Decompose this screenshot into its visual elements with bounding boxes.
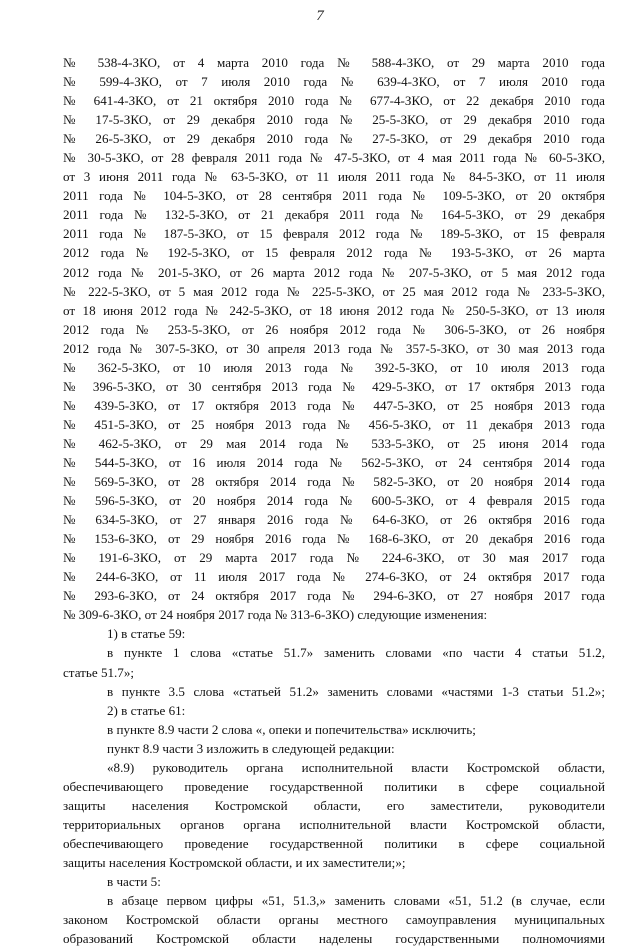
- text-line: защиты населения Костромской области, и их заместители;»;: [63, 854, 406, 870]
- text-line: № 462-5-ЗКО, от 29 мая 2014 года № 533-5-ЗКО, от 25 июня 2014 года: [63, 435, 605, 451]
- text-line: № 569-5-ЗКО, от 28 октября 2014 года № 582-5-ЗКО, от 20 ноября 2014 года: [63, 474, 605, 490]
- text-line: № 439-5-ЗКО, от 17 октября 2013 года № 447-5-ЗКО, от 25 ноября 2013 года: [63, 397, 605, 413]
- text-line: № 222-5-ЗКО, от 5 мая 2012 года № 225-5-ЗКО, от 25 мая 2012 года № 233-5-ЗКО,: [63, 283, 605, 299]
- text-line: № 362-5-ЗКО, от 10 июля 2013 года № 392-5-ЗКО, от 10 июля 2013 года: [63, 359, 605, 375]
- text-line: № 26-5-ЗКО, от 29 декабря 2010 года № 27-5-ЗКО, от 29 декабря 2010 года: [63, 131, 605, 147]
- text-line: № 634-5-ЗКО, от 27 января 2016 года № 64-6-ЗКО, от 26 октября 2016 года: [63, 512, 605, 528]
- text-line: № 596-5-ЗКО, от 20 ноября 2014 года № 600-5-ЗКО, от 4 февраля 2015 года: [63, 493, 605, 509]
- text-line: 2011 года № 104-5-ЗКО, от 28 сентября 2011 года № 109-5-ЗКО, от 20 октября: [63, 188, 605, 204]
- text-line: защиты населения Костромской области, его заместители, руководители: [63, 797, 605, 813]
- text-line: пункт 8.9 части 3 изложить в следующей редакции:: [107, 740, 395, 756]
- text-line: № 293-6-ЗКО, от 24 октября 2017 года № 294-6-ЗКО, от 27 ноября 2017 года: [63, 588, 605, 604]
- text-line: в абзаце первом цифры «51, 51.3,» заменить словами «51, 51.2 (в случае, если: [107, 893, 605, 909]
- text-line: 2012 года № 253-5-ЗКО, от 26 ноября 2012 года № 306-5-ЗКО, от 26 ноября: [63, 321, 605, 337]
- text-line: № 17-5-ЗКО, от 29 декабря 2010 года № 25-5-ЗКО, от 29 декабря 2010 года: [63, 112, 605, 128]
- text-line: законом Костромской области органы местного самоуправления муниципальных: [63, 912, 605, 928]
- text-line: 2) в статье 61:: [107, 702, 186, 718]
- document-body: [63, 53, 605, 948]
- text-line: обеспечивающего проведение государственной политики в сфере социальной: [63, 778, 605, 794]
- text-line: обеспечивающего проведение государственной политики в сфере социальной: [63, 835, 605, 851]
- text-line: № 309-6-ЗКО, от 24 ноября 2017 года № 313-6-ЗКО) следующие изменения:: [63, 607, 488, 623]
- text-line: 1) в статье 59:: [107, 626, 186, 642]
- text-line: № 641-4-ЗКО, от 21 октября 2010 года № 677-4-ЗКО, от 22 декабря 2010 года: [63, 93, 605, 109]
- text-line: 2011 года № 132-5-ЗКО, от 21 декабря 2011 года № 164-5-ЗКО, от 29 декабря: [63, 207, 605, 223]
- text-line: образований Костромской области наделены государственными полномочиями: [63, 931, 605, 947]
- text-line: № 191-6-ЗКО, от 29 марта 2017 года № 224-6-ЗКО, от 30 мая 2017 года: [63, 550, 605, 566]
- text-line: статье 51.7»;: [63, 664, 135, 680]
- text-line: 2011 года № 187-5-ЗКО, от 15 февраля 2012 года № 189-5-ЗКО, от 15 февраля: [63, 226, 605, 242]
- text-line: территориальных органов органа исполнительной власти Костромской области,: [63, 816, 605, 832]
- text-line: № 538-4-ЗКО, от 4 марта 2010 года № 588-4-ЗКО, от 29 марта 2010 года: [63, 55, 605, 70]
- text-line: № 396-5-ЗКО, от 30 сентября 2013 года № 429-5-ЗКО, от 17 октября 2013 года: [63, 378, 605, 394]
- text-line: в части 5:: [107, 874, 161, 890]
- text-line: в пункте 3.5 слова «статьей 51.2» заменить словами «частями 1-3 статьи 51.2»;: [107, 683, 605, 699]
- text-line: в пункте 1 слова «статье 51.7» заменить словами «по части 4 статьи 51.2,: [107, 645, 605, 661]
- text-line: № 153-6-ЗКО, от 29 ноября 2016 года № 168-6-ЗКО, от 20 декабря 2016 года: [63, 531, 605, 547]
- text-line: «8.9) руководитель органа исполнительной власти Костромской области,: [107, 759, 605, 775]
- text-line: 2012 года № 201-5-ЗКО, от 26 марта 2012 года № 207-5-ЗКО, от 5 мая 2012 года: [63, 264, 605, 280]
- text-line: 2012 года № 192-5-ЗКО, от 15 февраля 2012 года № 193-5-ЗКО, от 26 марта: [63, 245, 605, 261]
- text-line: от 18 июня 2012 года № 242-5-ЗКО, от 18 июня 2012 года № 250-5-ЗКО, от 13 июля: [63, 302, 605, 318]
- text-line: № 544-5-ЗКО, от 16 июля 2014 года № 562-5-ЗКО, от 24 сентября 2014 года: [63, 454, 605, 470]
- text-line: в пункте 8.9 части 2 слова «, опеки и попечительства» исключить;: [107, 721, 476, 737]
- text-line: № 30-5-ЗКО, от 28 февраля 2011 года № 47-5-ЗКО, от 4 мая 2011 года № 60-5-ЗКО,: [63, 150, 605, 166]
- text-line: от 3 июня 2011 года № 63-5-ЗКО, от 11 июля 2011 года № 84-5-ЗКО, от 11 июля: [63, 169, 605, 185]
- page-number: 7: [316, 8, 324, 24]
- text-line: № 244-6-ЗКО, от 11 июля 2017 года № 274-6-ЗКО, от 24 октября 2017 года: [63, 569, 605, 585]
- text-line: № 599-4-ЗКО, от 7 июля 2010 года № 639-4-ЗКО, от 7 июля 2010 года: [63, 74, 605, 90]
- text-line: № 451-5-ЗКО, от 25 ноября 2013 года № 456-5-ЗКО, от 11 декабря 2013 года: [63, 416, 605, 432]
- text-line: 2012 года № 307-5-ЗКО, от 30 апреля 2013 года № 357-5-ЗКО, от 30 мая 2013 года: [63, 340, 605, 356]
